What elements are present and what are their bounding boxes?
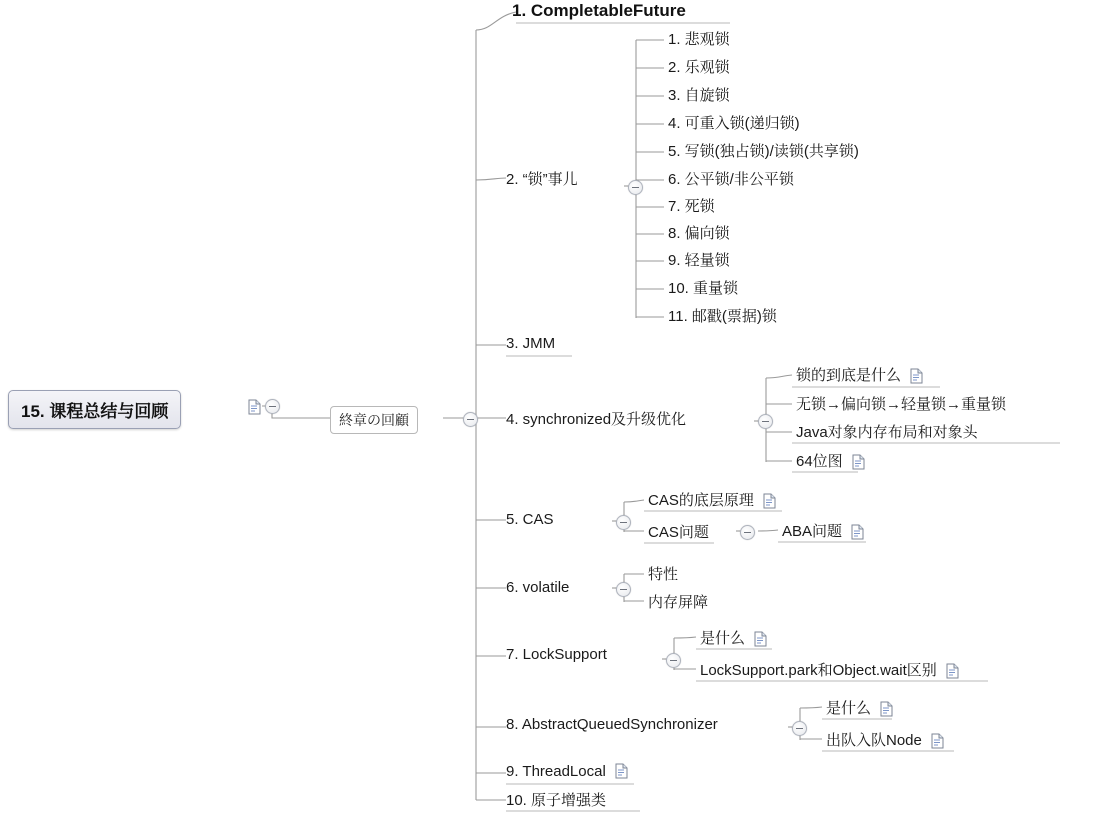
note-icon[interactable] [910,368,923,384]
branch-label: 9. ThreadLocal [506,762,606,780]
branch-volatile-collapse-toggle[interactable] [616,582,631,597]
branch-locks-collapse-toggle[interactable] [628,180,643,195]
locksupport-child-what-is[interactable]: 是什么 [700,627,767,648]
branch-label: 7. LockSupport [506,645,607,663]
note-icon[interactable] [851,524,864,540]
branch-synchronized-collapse-toggle[interactable] [758,414,773,429]
center-node[interactable] [330,406,418,434]
branch-label: 1. CompletableFuture [512,0,686,20]
center-collapse-toggle[interactable] [463,412,478,427]
branch-locks[interactable] [506,168,578,189]
lock-item-heavyweight[interactable]: 10. 重量锁 [668,280,739,297]
branch-locksupport[interactable] [506,645,607,663]
note-icon[interactable] [946,663,959,679]
branch-aqs-collapse-toggle[interactable] [792,721,807,736]
branch-label: 10. 原子增强类 [506,792,607,809]
lock-item-rwlock[interactable]: 5. 写锁(独占锁)/读锁(共享锁) [668,143,859,160]
volatile-child-memory-barrier[interactable]: 内存屏障 [648,594,709,611]
branch-completablefuture[interactable] [512,0,686,21]
aqs-child-what-is[interactable]: 是什么 [826,697,893,718]
branch-cas-collapse-toggle[interactable] [616,515,631,530]
lock-item-fairness[interactable]: 6. 公平锁/非公平锁 [668,171,794,188]
branch-aqs[interactable] [506,715,718,733]
lock-item-reentrant[interactable]: 4. 可重入锁(递归锁) [668,115,800,132]
root-node[interactable] [8,390,181,429]
note-icon[interactable] [880,701,893,717]
sync-child-what-is-locked[interactable]: 锁的到底是什么 [796,364,923,385]
lock-item-deadlock[interactable]: 7. 死锁 [668,198,715,215]
note-icon[interactable] [931,733,944,749]
branch-locksupport-collapse-toggle[interactable] [666,653,681,668]
branch-label: 3. JMM [506,334,556,352]
lock-item-biased[interactable]: 8. 偏向锁 [668,225,730,242]
cas-child-problems[interactable]: CAS问题 [648,524,709,541]
lock-item-optimistic[interactable]: 2. 乐观锁 [668,59,730,76]
branch-atomic-classes[interactable] [506,789,606,810]
branch-label: 5. CAS [506,510,554,528]
branch-jmm[interactable] [506,334,555,352]
branch-label: 4. synchronized及升级优化 [506,411,687,428]
root-note-icon[interactable] [243,398,261,416]
root-node-label: 15. 课程总结与回顾 [21,402,169,421]
lock-item-lightweight[interactable]: 9. 轻量锁 [668,252,730,269]
aqs-child-node-queue[interactable]: 出队入队Node [826,729,944,750]
locksupport-child-park-vs-wait[interactable]: LockSupport.park和Object.wait区别 [700,659,959,680]
volatile-child-features[interactable]: 特性 [648,566,679,583]
note-icon[interactable] [615,763,628,779]
note-icon[interactable] [754,631,767,647]
cas-problems-collapse-toggle[interactable] [740,525,755,540]
lock-item-pessimistic[interactable]: 1. 悲观锁 [668,31,730,48]
cas-child-aba[interactable]: ABA问题 [782,520,864,541]
cas-child-principle[interactable]: CAS的底层原理 [648,489,776,510]
lock-item-spin[interactable]: 3. 自旋锁 [668,87,730,104]
note-icon [248,399,261,415]
branch-label: 2. “锁”事儿 [506,171,578,188]
sync-child-object-layout[interactable]: Java对象内存布局和对象头 [796,424,978,441]
lock-item-stamped[interactable]: 11. 邮戳(票据)锁 [668,308,777,325]
branch-threadlocal[interactable] [506,762,628,780]
note-icon[interactable] [763,493,776,509]
branch-label: 8. AbstractQueuedSynchronizer [506,715,718,733]
note-icon[interactable] [852,454,865,470]
branch-volatile[interactable] [506,578,569,596]
sync-child-64bit-diagram[interactable]: 64位图 [796,450,865,471]
branch-cas[interactable] [506,510,554,528]
branch-synchronized[interactable] [506,408,686,429]
sync-child-upgrade-path[interactable]: 无锁→偏向锁→轻量锁→重量锁 [796,396,1007,413]
branch-label: 6. volatile [506,578,570,596]
root-collapse-toggle[interactable] [265,399,280,414]
center-node-label: 終章の回顧 [339,412,409,428]
